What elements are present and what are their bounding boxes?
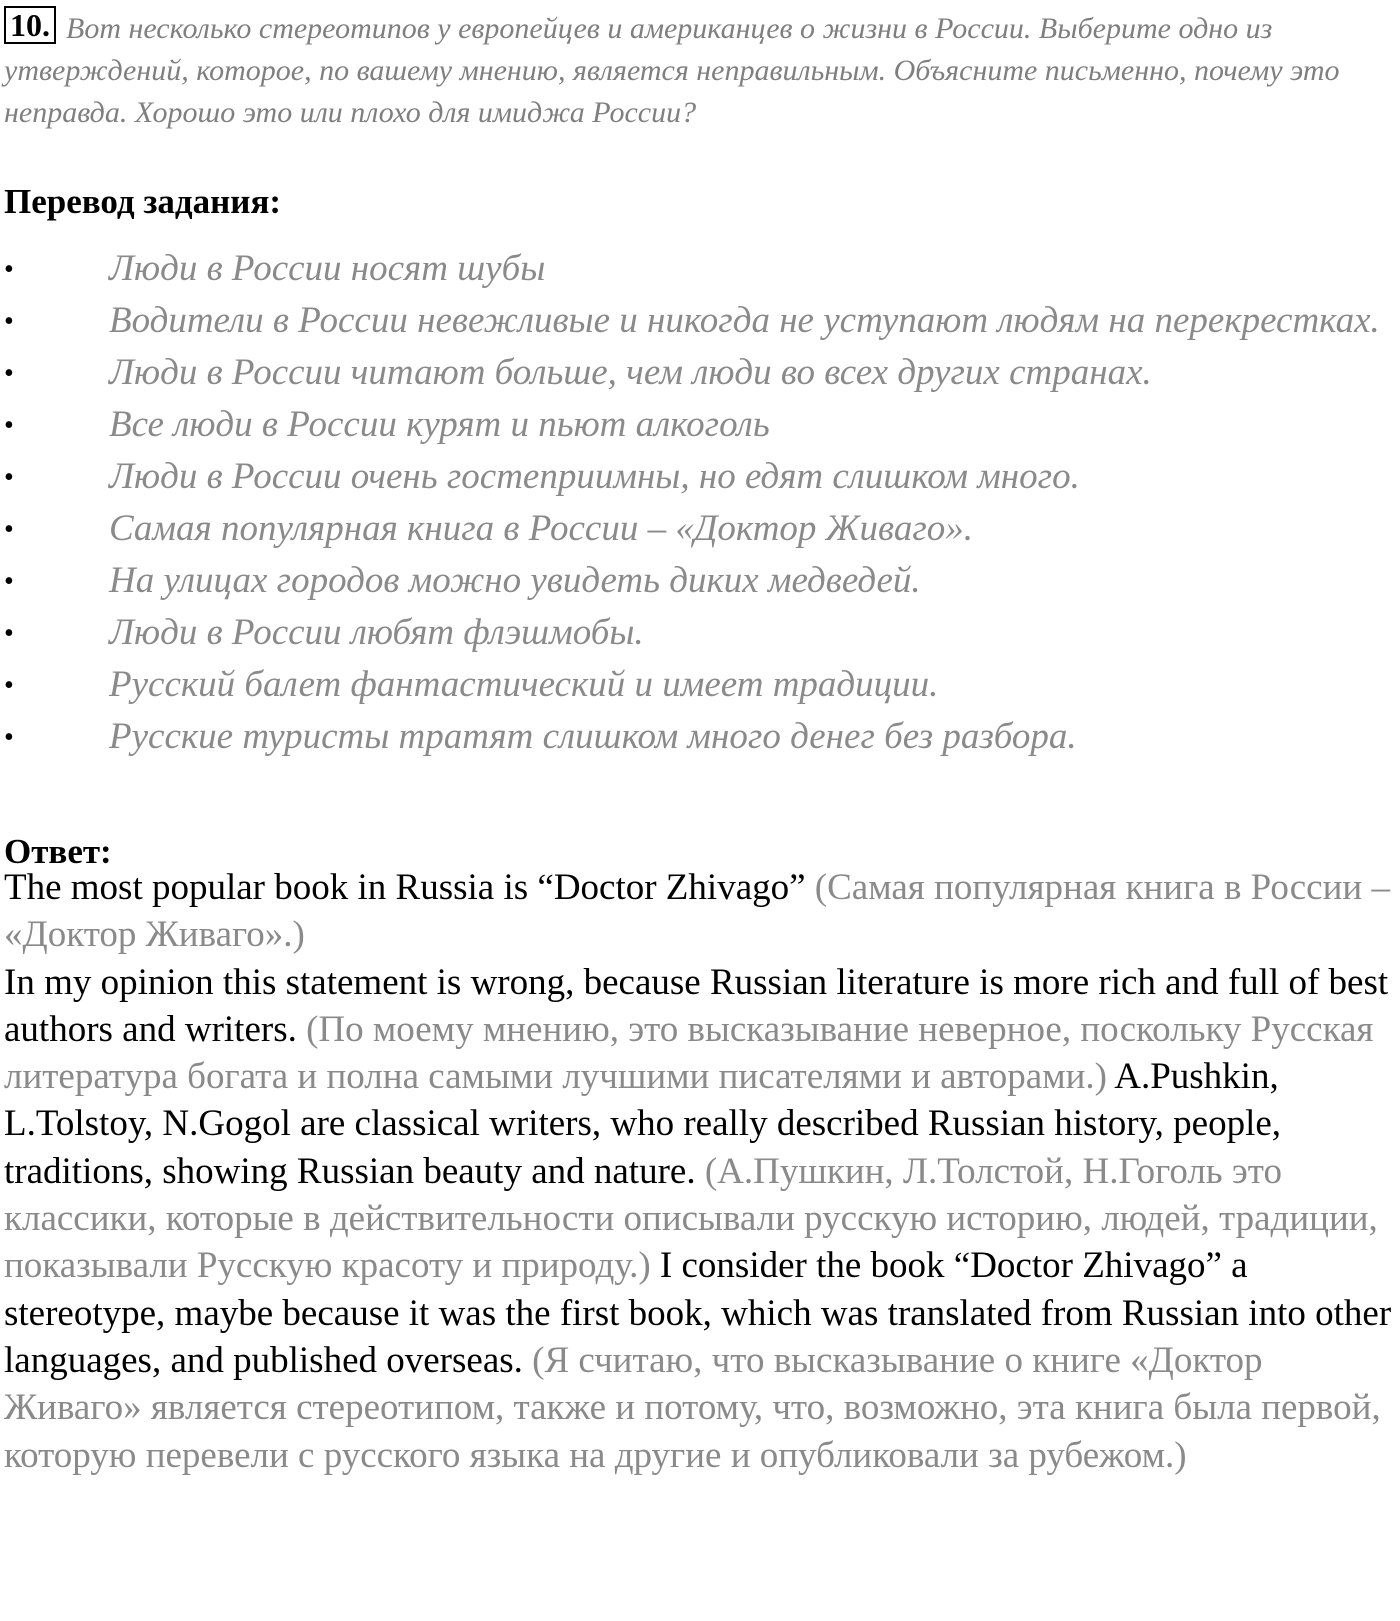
list-item (4, 246, 1394, 293)
list-item-text: Самая популярная книга в России – «Доктор Живаго». (109, 508, 974, 549)
task-number: 10. (4, 6, 56, 44)
list-item (4, 350, 1394, 397)
answer-russian-2: (По моему мнению, это высказывание неверное, поскольку Русская литература богата и полна самыми лучшими писателями и авторами.) (4, 1008, 1374, 1098)
list-item (4, 610, 1394, 657)
list-item (4, 558, 1394, 605)
list-item (4, 298, 1394, 345)
answer-heading: Ответ: (4, 832, 112, 871)
bullet-icon: • (4, 254, 14, 285)
list-item-text: Люди в России носят шубы (109, 248, 546, 289)
bullet-icon: • (4, 410, 14, 441)
list-item-text: Русский балет фантастический и имеет традиции. (109, 664, 939, 705)
bullet-icon: • (4, 566, 14, 597)
bullet-icon: • (4, 358, 14, 389)
answer-russian-1: (Самая популярная книга в России – «Доктор Живаго».) (4, 867, 1390, 956)
bullet-icon: • (4, 722, 14, 753)
list-item-text: На улицах городов можно увидеть диких медведей. (109, 560, 921, 601)
list-item-text: Водители в России невежливые и никогда не уступают людям на перекрестках. (109, 300, 1380, 341)
list-item (4, 402, 1394, 449)
task-prompt (4, 6, 1394, 134)
bullet-icon: • (4, 670, 14, 701)
list-item (4, 454, 1394, 501)
answer-russian-4: (Я считаю, что высказывание о книге «Доктор Живаго» является стереотипом, также и потому, что, возможно, эта книга была первой, которую перевели с русского языка на другие и опубликовали за рубежом.) (4, 1339, 1381, 1476)
bullet-icon: • (4, 306, 14, 337)
answer-english-2: In my opinion this statement is wrong, because Russian literature is more rich and full of best authors and writers. (4, 961, 1389, 1050)
bullet-icon: • (4, 514, 14, 545)
list-item-text: Люди в России читают больше, чем люди во всех других странах. (109, 352, 1152, 393)
task-text: Вот несколько стереотипов у европейцев и американцев о жизни в России. Выберите одно из утверждений, которое, по вашему мнению, является неправильным. Объясните письменно, почему это неправда. Хорошо это или плохо для имиджа России? (4, 12, 1340, 129)
answer-paragraph (4, 864, 1396, 1479)
list-item-text: Русские туристы тратят слишком много денег без разбора. (109, 716, 1077, 757)
list-item (4, 662, 1394, 709)
bullet-icon: • (4, 462, 14, 493)
bullet-icon: • (4, 618, 14, 649)
answer-russian-3: (А.Пушкин, Л.Толстой, Н.Гоголь это классики, которые в действительности описывали русскую историю, людей, традиции, показывали Русскую красоту и природу.) (4, 1150, 1378, 1287)
list-item-text: Люди в России любят флэшмобы. (109, 612, 644, 653)
stereotype-list (4, 246, 1394, 766)
list-item-text: Все люди в России курят и пьют алкоголь (109, 404, 770, 445)
list-item (4, 714, 1394, 761)
answer-english-4: I consider the book “Doctor Zhivago” a stereotype, maybe because it was the first book, which was translated from Russian into other languages, and published overseas. (4, 1245, 1392, 1381)
list-item-text: Люди в России очень гостеприимны, но едят слишком много. (109, 456, 1080, 497)
answer-english-1: The most popular book in Russia is “Doctor Zhivago” (4, 867, 806, 908)
answer-english-3: A.Pushkin, L.Tolstoy, N.Gogol are classical writers, who really described Russian history, people, traditions, showing Russian beauty and nature. (4, 1056, 1282, 1192)
list-item (4, 506, 1394, 553)
translation-heading: Перевод задания: (4, 182, 282, 221)
